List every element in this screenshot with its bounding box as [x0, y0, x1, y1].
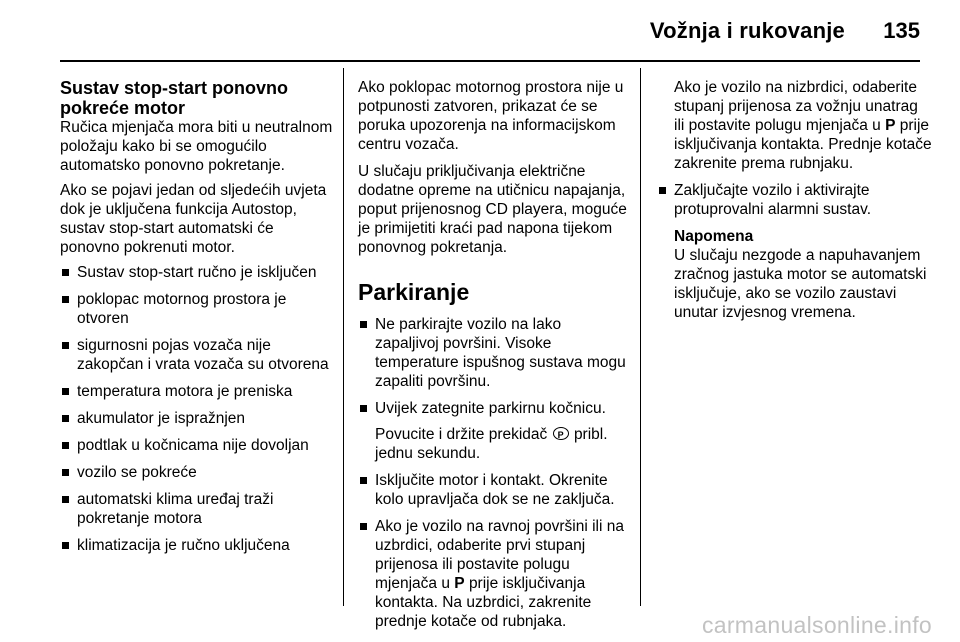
paragraph: U slučaju priključivanja električne dodatne opreme na utičnicu napajanja, poput prijenosnog CD playera, moguće je primijetiti kraći pad napona tijekom ponovnog pokretanja. [358, 163, 627, 256]
list-item: Ne parkirajte vozilo na lako zapaljivoj površini. Visoke temperature ispušnog sustava mogu zapaliti površinu. [358, 315, 628, 391]
paragraph: Ako poklopac motornog prostora nije u potpunosti zatvoren, prikazat će se poruka upozorenja na informacijskom centru vozača. [358, 79, 624, 153]
column-2 [358, 78, 628, 639]
list-item: Isključite motor i kontakt. Okrenite kolo upravljača dok se ne zaključa. [358, 471, 628, 509]
list-item: Sustav stop-start ručno je isključen [60, 263, 335, 282]
text-part: prije isključivanja kontakta. Prednje kotače zakrenite prema rubnjaku. [674, 117, 932, 172]
list-item-text: Uvijek zategnite parkirnu kočnicu. [375, 400, 606, 417]
list-item: temperatura motora je preniska [60, 382, 335, 401]
header-divider [60, 60, 920, 62]
column-divider-1 [343, 68, 344, 606]
parking-brake-icon [553, 427, 569, 440]
note-text: U slučaju nezgode a napuhavanjem zračnog jastuka motor se automatski isključuje, ako se vozilo zaustavi unutar izvjesnog vremena. [674, 247, 927, 321]
paragraph: Ručica mjenjača mora biti u neutralnom položaju kako bi se omogućilo automatsko ponovno pokretanje. [60, 119, 333, 174]
gear-label: P [885, 117, 896, 134]
parking-list [358, 315, 628, 631]
list-item: akumulator je ispražnjen [60, 409, 335, 428]
parking-list-continued [657, 181, 932, 219]
list-item: klimatizacija je ručno uključena [60, 536, 335, 555]
column-divider-2 [640, 68, 641, 606]
note-block [657, 227, 932, 322]
list-item: automatski klima uređaj traži pokretanje motora [60, 490, 335, 528]
text-part: prije isključivanja kontakta. Na uzbrdici, zakrenite prednje kotače od rubnjaka. [375, 575, 592, 630]
section-heading: Parkiranje [358, 279, 470, 305]
list-item: poklopac motornog prostora je otvoren [60, 290, 335, 328]
list-item: podtlak u kočnicama nije dovoljan [60, 436, 335, 455]
list-item [358, 399, 628, 463]
list-item: sigurnosni pojas vozača nije zakopčan i vrata vozača su otvorena [60, 336, 335, 374]
subsection-heading: Sustav stop-start ponovno pokreće motor [60, 78, 289, 118]
list-item: Zaključajte vozilo i aktivirajte protuprovalni alarmni sustav. [657, 181, 932, 219]
gear-label: P [454, 575, 465, 592]
chapter-title: Vožnja i rukovanje [649, 18, 845, 43]
page-number: 135 [883, 18, 920, 43]
condition-list [60, 263, 335, 555]
column-1 [60, 78, 335, 563]
subtext-part: pribl. jednu sekundu. [375, 426, 608, 462]
column-3 [657, 78, 932, 322]
list-item-subtext [375, 425, 628, 463]
list-item [358, 517, 628, 631]
text-part: Ako je vozilo na nizbrdici, odaberite stupanj prijenosa za vožnju unatrag ili postavite polugu mjenjača u [674, 79, 918, 134]
paragraph: Ako se pojavi jedan od sljedećih uvjeta dok je uključena funkcija Autostop, sustav stop-start automatski će ponovno pokrenuti motor. [60, 182, 327, 256]
page-header [0, 0, 960, 60]
text-part: Ako je vozilo na ravnoj površini ili na uzbrdici, odaberite prvi stupanj prijenosa ili postavite polugu mjenjača u [375, 518, 624, 592]
continued-item [657, 78, 932, 173]
watermark: carmanualsonline.info [701, 612, 932, 638]
subtext-part: Povucite i držite prekidač [375, 426, 548, 443]
note-heading: Napomena [674, 228, 754, 245]
list-item: vozilo se pokreće [60, 463, 335, 482]
